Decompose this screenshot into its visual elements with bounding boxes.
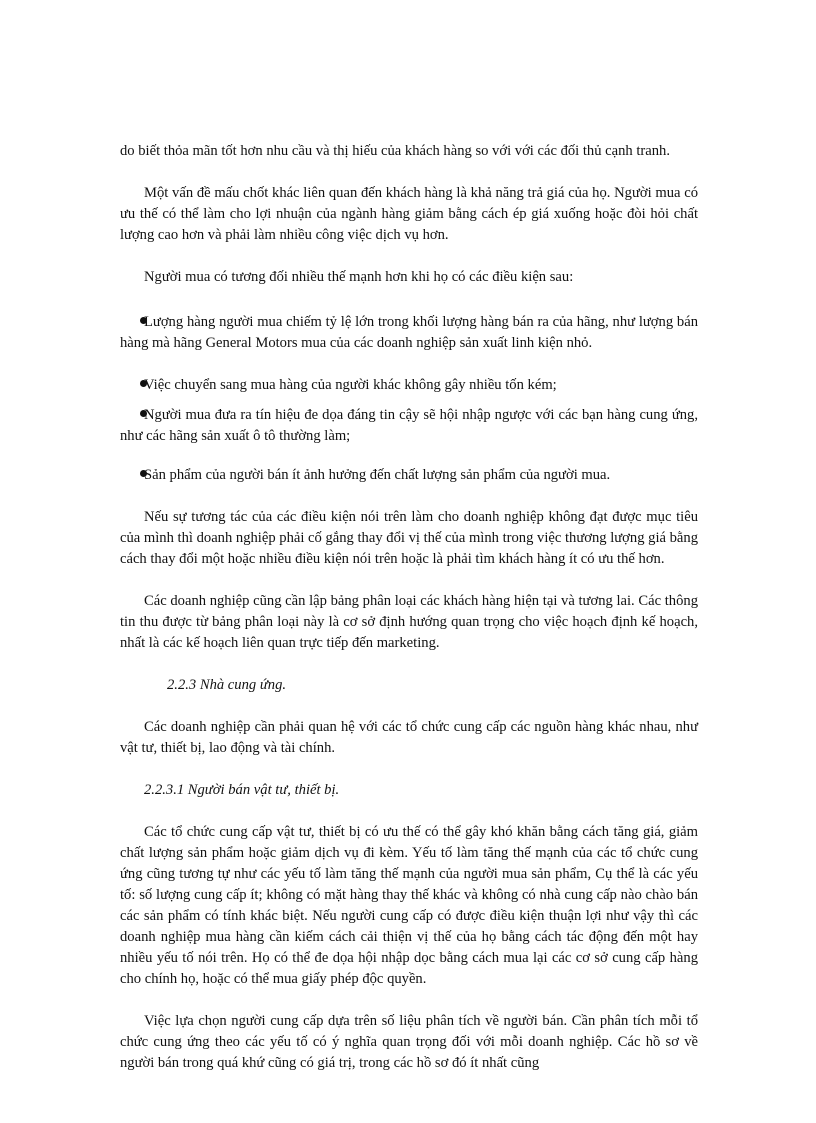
paragraph-buyer-conditions-intro: Người mua có tương đối nhiều thế mạnh hơn khi họ có các điều kiện sau: bbox=[144, 269, 574, 285]
paragraph-continuation: do biết thỏa mãn tốt hơn nhu cầu và thị hiếu của khách hàng so với với các đối thủ cạnh tranh. bbox=[120, 143, 671, 159]
bullet-text: Việc chuyển sang mua hàng của người khác không gây nhiều tốn kém; bbox=[144, 377, 557, 393]
section-heading-2-2-3-1: 2.2.3.1 Người bán vật tư, thiết bị. bbox=[144, 782, 340, 798]
bullet-icon bbox=[120, 464, 144, 485]
bullet-item bbox=[120, 311, 698, 354]
bullet-text: Lượng hàng người mua chiếm tỷ lệ lớn trong khối lượng hàng bán ra của hãng, như lượng bán hàng mà hãng General Motors mua của các doanh nghiệp sản xuất linh kiện nhỏ. bbox=[120, 314, 698, 351]
bullet-item bbox=[120, 464, 698, 486]
bullet-icon bbox=[120, 404, 144, 425]
bullet-item bbox=[120, 374, 698, 396]
page-body bbox=[120, 141, 698, 1074]
section-heading-2-2-3: 2.2.3 Nhà cung ứng. bbox=[167, 677, 287, 693]
bullet-icon bbox=[120, 374, 144, 395]
bullet-text: Người mua đưa ra tín hiệu đe dọa đáng tin cậy sẽ hội nhập ngược với các bạn hàng cung ứng, như các hãng sản xuất ô tô thường làm; bbox=[120, 407, 698, 444]
paragraph-supplier-power: Các tổ chức cung cấp vật tư, thiết bị có ưu thế có thể gây khó khăn bằng cách tăng giá, giảm chất lượng sản phẩm hoặc giảm dịch vụ đi kèm. Yếu tố làm tăng thế mạnh của các tổ chức cung ứng cũng tương tự như các yếu tố làm tăng thế mạnh của người mua sản phẩm, Cụ thể là các yếu tố: số lượng cung cấp ít; không có mặt hàng thay thế khác và không có nhà cung cấp nào chào bán các sản phẩm có tính khác biệt. Nếu người cung cấp có được điều kiện thuận lợi như vậy thì các doanh nghiệp mua hàng cần kiếm cách cải thiện vị thế của họ bằng cách tác động đến một hay nhiều yếu tố nói trên. Họ có thể đe dọa hội nhập dọc bằng cách mua lại các cơ sở cung cấp hàng cho chính họ, hoặc có thể mua giấy phép độc quyền. bbox=[120, 824, 698, 987]
paragraph-buyer-bargaining: Một vấn đề mấu chốt khác liên quan đến khách hàng là khả năng trả giá của họ. Người mua có ưu thế có thể làm cho lợi nhuận của ngành hàng giảm bằng cách ép giá xuống hoặc đòi hỏi chất lượng cao hơn và phải làm nhiều công việc dịch vụ hơn. bbox=[120, 185, 698, 243]
paragraph-customer-classification: Các doanh nghiệp cũng cần lập bảng phân loại các khách hàng hiện tại và tương lai. Các thông tin thu được từ bảng phân loại này là cơ sở định hướng quan trọng cho việc hoạch định kế hoạch, nhất là các kế hoạch liên quan trực tiếp đến marketing. bbox=[120, 593, 698, 651]
paragraph-supplier-selection: Việc lựa chọn người cung cấp dựa trên số liệu phân tích về người bán. Cần phân tích mỗi tổ chức cung ứng theo các yếu tố có ý nghĩa quan trọng đối với mỗi doanh nghiệp. Các hồ sơ về người bán trong quá khứ cũng có giá trị, trong các hồ sơ đó ít nhất cũng bbox=[120, 1013, 698, 1071]
bullet-text: Sản phẩm của người bán ít ảnh hưởng đến chất lượng sản phẩm của người mua. bbox=[144, 467, 611, 483]
bullet-icon bbox=[120, 311, 144, 332]
bullet-item bbox=[120, 404, 698, 447]
paragraph-interaction-conditions: Nếu sự tương tác của các điều kiện nói trên làm cho doanh nghiệp không đạt được mục tiêu của mình thì doanh nghiệp phải cố gắng thay đổi vị thế của mình trong việc thương lượng giá bằng cách thay đổi một hoặc nhiều điều kiện nói trên hoặc là phải tìm khách hàng ít có ưu thế hơn. bbox=[120, 509, 698, 567]
paragraph-supplier-relations: Các doanh nghiệp cần phải quan hệ với các tổ chức cung cấp các nguồn hàng khác nhau, như vật tư, thiết bị, lao động và tài chính. bbox=[120, 719, 698, 756]
